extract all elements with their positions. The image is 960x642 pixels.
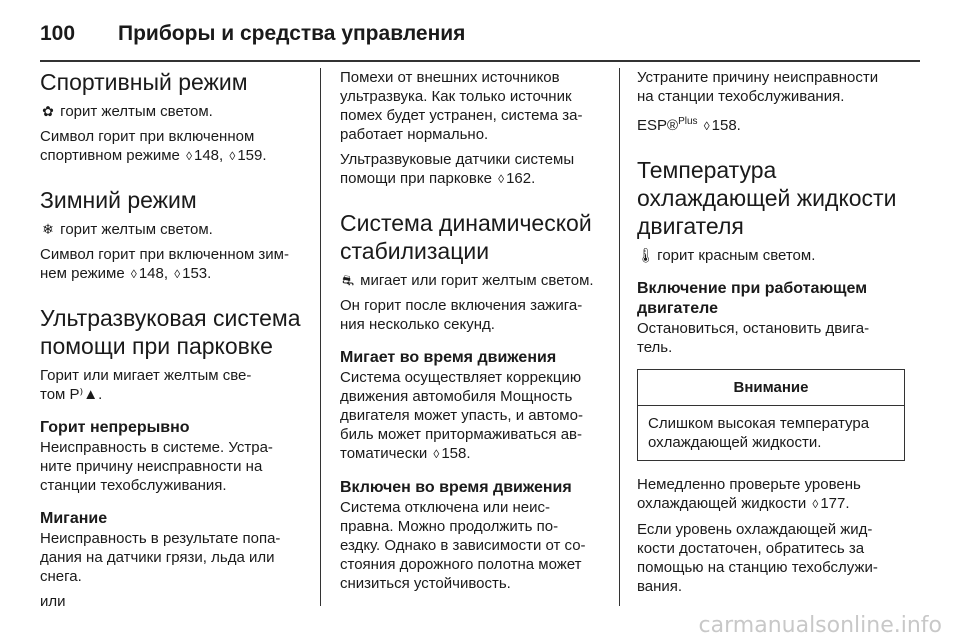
coolant-temperature-icon: 🌡 xyxy=(637,247,655,263)
continuous-description: Неисправность в системе. Устра- ните причину неисправности на станции техобслуживания. xyxy=(40,439,273,494)
coolant-status-text: 🌡 горит красным светом. xyxy=(637,247,816,264)
page-ref-icon: ◊ xyxy=(703,119,710,133)
drive-on-description: Система отключена или неис- правна. Можно продолжить по- ездку. Однако в зависимости от со- стояния дорожного полотна может снизиться устойчивость. xyxy=(340,499,586,592)
sport-status-text: ✿ горит желтым светом. xyxy=(40,102,308,121)
section-title-esp: Система динамической стабилизации xyxy=(340,210,592,264)
page-ref-link[interactable]: 159. xyxy=(237,147,267,164)
esp-plus-text: ESP®$^{Plus}$ ◊ 158. xyxy=(637,116,741,134)
page-ref-link[interactable]: 162. xyxy=(506,170,536,187)
section-title-sport: Спортивный режим xyxy=(40,69,248,95)
engine-on-description: Остановиться, остановить двига- тель. xyxy=(637,320,870,356)
section-title-winter: Зимний режим xyxy=(40,187,197,213)
page-ref-link[interactable]: 148, xyxy=(194,147,224,164)
parking-assist-icon: P⁾▲ xyxy=(69,386,99,403)
page-ref-link[interactable]: 158. xyxy=(441,445,471,462)
winter-status-text: ❄ горит желтым светом. xyxy=(40,220,308,239)
page-title: Приборы и средства управления xyxy=(118,22,466,45)
parking-status-text: Горит или мигает желтым све- том P⁾▲. xyxy=(40,367,252,403)
column-1 xyxy=(40,68,308,617)
section-title-parking: Ультразвуковая система помощи при парковке xyxy=(40,305,301,359)
watermark: carmanualsonline.info xyxy=(698,613,942,638)
blink-description: Неисправность в результате попа- дания на датчики грязи, льда или снега. xyxy=(40,530,281,585)
sport-mode-icon: ✿ xyxy=(42,103,54,119)
warning-heading: Внимание xyxy=(638,370,904,406)
subsection-title-continuous: Горит непрерывно xyxy=(40,419,190,436)
winter-description: Символ горит при включенном зим- нем режиме ◊ 148, ◊ 153. xyxy=(40,246,289,282)
interference-text: Помехи от внешних источников ультразвука. Как только источник помех будет устранен, система за- работает нормально. xyxy=(340,69,583,143)
or-text: или xyxy=(40,593,66,610)
warning-box xyxy=(637,369,905,461)
page-ref-icon: ◊ xyxy=(174,267,181,281)
fix-text: Устраните причину неисправности на станции техобслуживания. xyxy=(637,69,879,105)
sport-description: Символ горит при включенном спортивном режиме ◊ 148, ◊ 159. xyxy=(40,128,267,164)
page-ref-icon: ◊ xyxy=(229,149,236,163)
section-title-coolant: Температура охлаждающей жидкости двигателя xyxy=(637,157,897,239)
page-ref-icon: ◊ xyxy=(433,447,440,461)
page-header xyxy=(40,14,465,54)
page-ref-link[interactable]: 148, xyxy=(138,265,169,282)
check-level-text: Немедленно проверьте уровень охлаждающей жидкости ◊ 177. xyxy=(637,476,861,512)
page-number: 100 xyxy=(40,22,76,45)
esp-status-text: ⛐ мигает или горит желтым светом. xyxy=(341,272,594,289)
column-3 xyxy=(637,68,905,602)
subsection-title-engine-on: Включение при работающем двигателе xyxy=(637,280,868,317)
column-divider xyxy=(619,68,620,606)
column-2 xyxy=(340,68,608,599)
page-ref-link[interactable]: 158. xyxy=(711,117,741,134)
header-divider xyxy=(40,60,920,62)
stability-control-icon: ⛐ xyxy=(341,272,355,288)
column-divider xyxy=(320,68,321,606)
page-ref-link[interactable]: 153. xyxy=(182,265,212,282)
page-ref-icon: ◊ xyxy=(130,267,137,281)
esp-description: Он горит после включения зажига- ния несколько секунд. xyxy=(340,297,583,333)
page-ref-icon: ◊ xyxy=(186,149,192,163)
subsection-title-blink: Мигание xyxy=(40,510,108,527)
drive-blink-description: Система осуществляет коррекцию движения автомобиля Мощность двигателя может упасть, и автомо- биль может притормаживаться ав- томатически ◊ 158. xyxy=(340,369,583,462)
page-ref-icon: ◊ xyxy=(812,497,819,511)
subsection-title-drive-blink: Мигает во время движения xyxy=(340,349,557,366)
sensors-text: Ультразвуковые датчики системы помощи при парковке ◊ 162. xyxy=(340,151,575,187)
snowflake-icon: ❄ xyxy=(42,221,54,237)
subsection-title-drive-on: Включен во время движения xyxy=(340,479,572,496)
low-level-text: Если уровень охлаждающей жид- кости достаточен, обратитесь за помощью на станцию техобслужи- вания. xyxy=(637,521,878,595)
page-ref-icon: ◊ xyxy=(498,172,505,186)
page-ref-link[interactable]: 177. xyxy=(820,495,850,512)
warning-body: Слишком высокая температура охлаждающей жидкости. xyxy=(648,415,870,451)
